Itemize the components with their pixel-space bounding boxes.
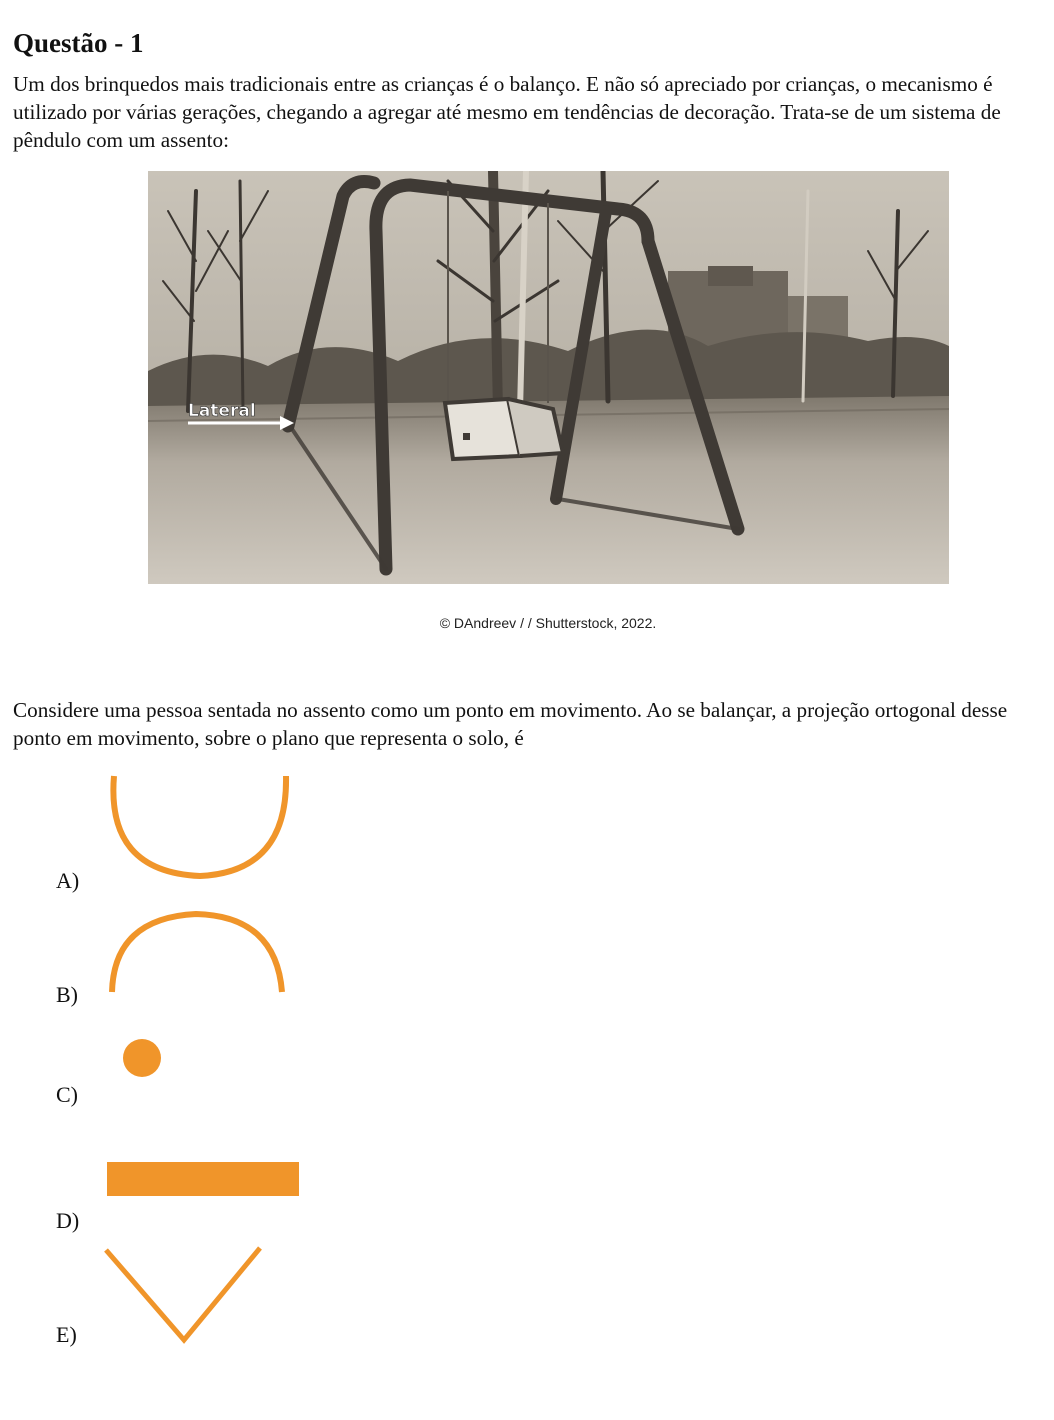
question-prompt: Considere uma pessoa sentada no assento como um ponto em movimento. Ao se balançar, a projeção ortogonal desse ponto em movimento, sobre o plano que representa o solo, é xyxy=(13,698,1008,750)
option-c-label[interactable]: C) xyxy=(56,1082,78,1107)
option-b-label[interactable]: B) xyxy=(56,982,78,1007)
photo-credit: © DAndreev / / Shutterstock, 2022. xyxy=(439,615,657,631)
option-e-v-shape-icon[interactable] xyxy=(96,1244,276,1348)
option-d-label[interactable]: D) xyxy=(56,1208,80,1233)
question-title: Questão - 1 xyxy=(13,28,144,58)
option-c-dot-icon[interactable] xyxy=(96,1036,176,1086)
option-e-label[interactable]: E) xyxy=(56,1322,77,1347)
lateral-label: Lateral xyxy=(188,401,256,421)
option-b-n-arc-icon[interactable] xyxy=(96,908,296,998)
question-intro: Um dos brinquedos mais tradicionais entre as crianças é o balanço. E não só apreciado por crianças, o mecanismo é utilizado por várias gerações, chegando a agregar até mesmo em tendências de decoração. Trata-se de um sistema de pêndulo com um assento: xyxy=(13,72,1001,152)
option-d-bar-icon[interactable] xyxy=(96,1160,306,1200)
swing-photo xyxy=(148,171,949,584)
option-a-u-arc-icon[interactable] xyxy=(96,772,296,884)
option-a-label[interactable]: A) xyxy=(56,868,80,893)
